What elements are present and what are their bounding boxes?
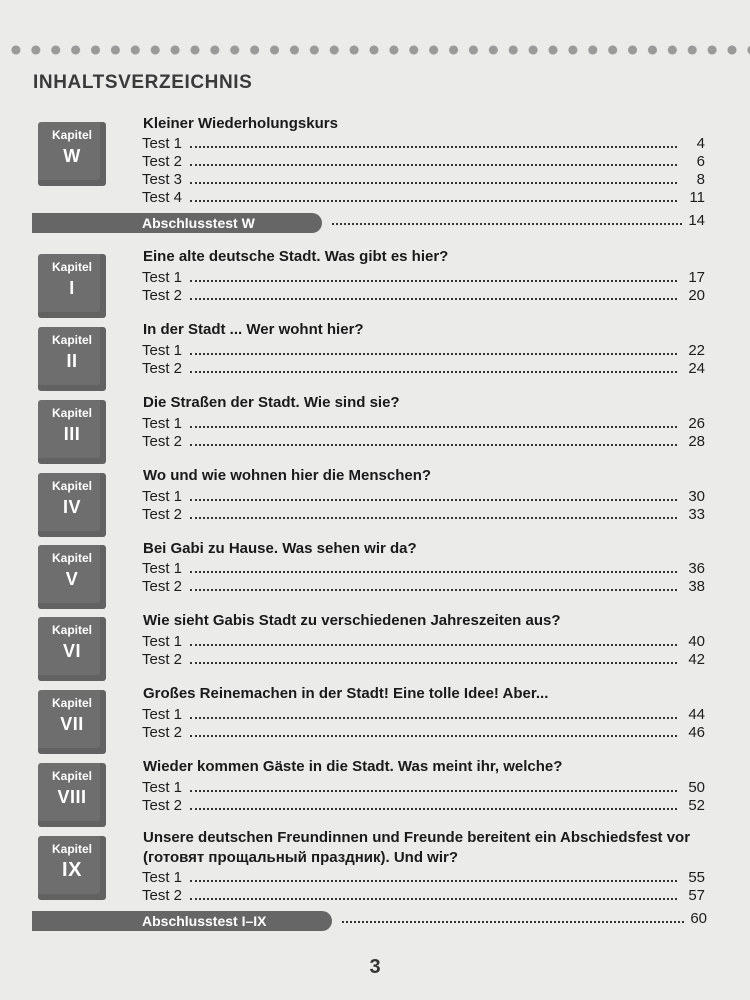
page-ref: 46 (688, 724, 705, 741)
chapter-title: Eine alte deutsche Stadt. Was gibt es hier? (143, 248, 449, 265)
toc-entry[interactable]: Test 1 44 (142, 706, 705, 723)
page-ref: 17 (688, 269, 705, 286)
toc-entry[interactable]: Test 1 17 (142, 269, 705, 286)
kapitel-iv-badge: Kapitel IV (38, 473, 106, 537)
chapter-title: Wieder kommen Gäste in die Stadt. Was meint ihr, welche? (143, 758, 563, 775)
toc-entry[interactable]: Test 2 6 (142, 153, 705, 170)
chapter-title: Kleiner Wiederholungskurs (143, 115, 338, 132)
page-ref: 57 (688, 887, 705, 904)
kapitel-w-badge (38, 122, 106, 186)
page-ref: 38 (688, 578, 705, 595)
toc-entry[interactable]: Test 2 46 (142, 724, 705, 741)
toc-entry[interactable]: Test 2 20 (142, 287, 705, 304)
kapitel-v-badge: Kapitel V (38, 545, 106, 609)
dotted-border (6, 44, 750, 56)
toc-entry[interactable]: Test 2 42 (142, 651, 705, 668)
toc-entry[interactable]: Test 1 4 (142, 135, 705, 152)
toc-entry[interactable]: Test 2 28 (142, 433, 705, 450)
page-ref: 50 (688, 779, 705, 796)
page-ref: 24 (688, 360, 705, 377)
toc-entry[interactable]: Test 2 38 (142, 578, 705, 595)
chapter-title: Wie sieht Gabis Stadt zu verschiedenen Jahreszeiten aus? (143, 612, 561, 629)
kapitel-vi-badge: Kapitel VI (38, 617, 106, 681)
page-ref: 52 (688, 797, 705, 814)
page-ref: 8 (696, 171, 705, 188)
kapitel-label: Kapitel (51, 128, 92, 142)
page-ref: 42 (688, 651, 705, 668)
page-ref: 55 (688, 869, 705, 886)
kapitel-ix-badge: Kapitel IX (38, 836, 106, 900)
toc-entry[interactable]: Test 2 24 (142, 360, 705, 377)
abschlusstest-w-bar: Abschlusstest W (32, 213, 322, 233)
kapitel-number: W (63, 146, 81, 166)
chapter-title: Unsere deutschen Freundinnen und Freunde bereitent ein Abschiedsfest vor (готовят прощальный праздник). Und wir? (143, 829, 691, 866)
page-ref: 40 (688, 633, 705, 650)
toc-entry[interactable] (342, 909, 707, 927)
page-ref: 11 (689, 189, 705, 206)
page-number: 3 (369, 956, 381, 978)
kapitel-i-badge: Kapitel I (38, 254, 106, 318)
page-ref: 26 (688, 415, 705, 432)
page-ref: 28 (688, 433, 705, 450)
page-ref: 60 (690, 910, 707, 927)
page-ref: 44 (688, 706, 705, 723)
toc-entry[interactable]: Test 3 8 (142, 171, 705, 188)
page-ref: 30 (688, 488, 705, 505)
chapter-title: Wo und wie wohnen hier die Menschen? (143, 467, 432, 484)
toc-entry[interactable]: Test 2 52 (142, 797, 705, 814)
chapter-title: Bei Gabi zu Hause. Was sehen wir da? (143, 540, 417, 557)
page-ref: 22 (688, 342, 705, 359)
toc-entry[interactable]: Test 2 33 (142, 506, 705, 523)
toc-entry[interactable]: Test 1 36 (142, 560, 705, 577)
page-ref: 20 (688, 287, 705, 304)
abschlusstest-final-bar: Abschlusstest I–IX (32, 911, 332, 931)
chapter-title: Die Straßen der Stadt. Wie sind sie? (143, 394, 400, 411)
page-ref: 33 (688, 506, 705, 523)
toc-entry[interactable]: Test 1 50 (142, 779, 705, 796)
kapitel-viii-badge: Kapitel VIII (38, 763, 106, 827)
toc-entry[interactable]: Test 1 30 (142, 488, 705, 505)
page-ref: 4 (696, 135, 705, 152)
chapter-title: In der Stadt ... Wer wohnt hier? (143, 321, 364, 338)
toc-entry[interactable]: Test 4 11 (142, 189, 705, 206)
chapter-title: Großes Reinemachen in der Stadt! Eine tolle Idee! Aber... (143, 685, 549, 702)
page-ref: 14 (688, 212, 705, 229)
toc-entry[interactable]: Test 2 57 (142, 887, 705, 904)
toc-entry[interactable] (332, 211, 705, 229)
toc-entry[interactable]: Test 1 22 (142, 342, 705, 359)
kapitel-vii-badge: Kapitel VII (38, 690, 106, 754)
page-title: INHALTSVERZEICHNIS (33, 72, 253, 93)
kapitel-iii-badge: Kapitel III (38, 400, 106, 464)
toc-entry[interactable]: Test 1 55 (142, 869, 705, 886)
kapitel-ii-badge: Kapitel II (38, 327, 106, 391)
page-ref: 36 (688, 560, 705, 577)
toc-entry[interactable]: Test 1 26 (142, 415, 705, 432)
page-ref: 6 (696, 153, 705, 170)
toc-entry[interactable]: Test 1 40 (142, 633, 705, 650)
